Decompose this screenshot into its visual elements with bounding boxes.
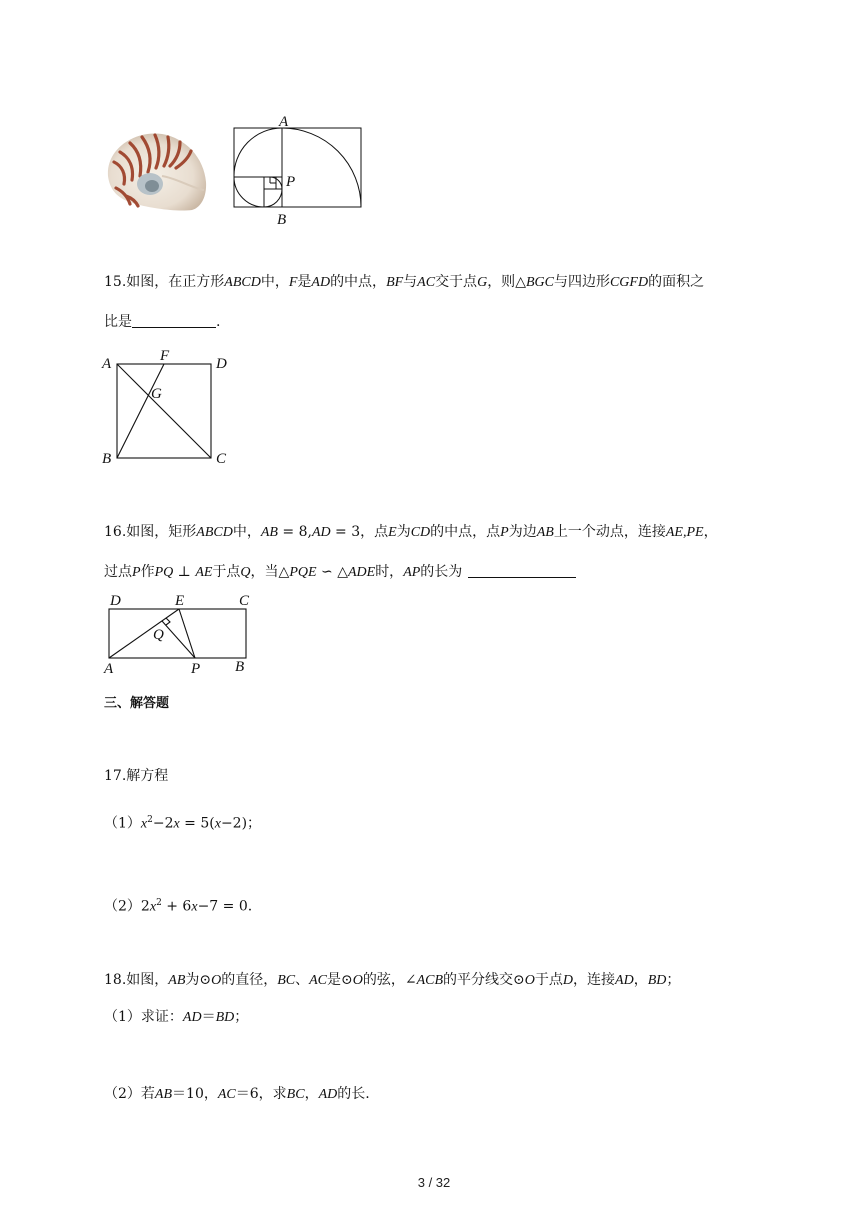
line-pq: [162, 621, 195, 658]
q18-part1: （1）求证：AD＝BD；: [104, 1009, 249, 1025]
label-d: D: [216, 356, 227, 372]
label-p: P: [286, 174, 296, 190]
rectangle-abcd: [109, 609, 246, 658]
label-c: C: [216, 451, 227, 467]
line-pe: [179, 609, 195, 658]
q17-title: 17.解方程: [104, 768, 169, 784]
golden-spiral-figure: [228, 110, 368, 230]
q15-line1: 15.如图，在正方形ABCD中，F是AD的中点，BF与AC交于点G，则△BGC与四边形CGFD的面积之: [104, 274, 705, 290]
label-f: F: [160, 348, 170, 364]
spiral-arc: [282, 128, 361, 207]
label-d: D: [110, 593, 121, 609]
label-a: A: [102, 356, 112, 372]
label-e: E: [175, 593, 185, 609]
answer-blank-15[interactable]: [132, 313, 216, 328]
outer-rectangle: [234, 128, 361, 207]
label-q: Q: [153, 627, 164, 643]
q15-line2: 比是 .: [104, 314, 221, 330]
section-heading: 三、解答题: [104, 696, 170, 711]
label-a: A: [104, 661, 114, 677]
rectangle-figure-16: [100, 590, 264, 680]
q16-line1: 16.如图，矩形ABCD中，AB = 8,AD = 3，点E为CD的中点，点P为边AB上一个动点，连接AE,PE，: [104, 524, 718, 540]
answer-blank-16[interactable]: [468, 563, 576, 578]
q17-part1: $(1)x^2-2x = 5(x-2)$；: [104, 815, 262, 832]
label-g: G: [151, 386, 162, 402]
label-c: C: [239, 593, 250, 609]
line-ac: [117, 364, 211, 458]
q18-line1: 18.如图，AB为⊙O的直径，BC、AC是⊙O的弦，∠ACB的平分线交⊙O于点D，连接AD，BD；: [104, 972, 681, 988]
page-number: 3 / 32: [417, 1175, 451, 1190]
q16-line2: 过点P作PQ ⊥ AE于点Q，当△PQE ∽ △ADE时，AP的长为: [104, 562, 576, 583]
square-figure-15: [98, 344, 238, 470]
q18-part2: （2）若AB＝10，AC＝6，求BC，AD的长.: [104, 1086, 370, 1102]
label-p: P: [191, 661, 201, 677]
right-angle-mark: [166, 618, 170, 625]
nautilus-shell-image: [100, 126, 212, 212]
label-b: B: [277, 212, 287, 228]
line-bf: [117, 364, 164, 458]
line-ae: [109, 609, 179, 658]
q17-part2: $(2)2x^2 + 6x-7 = 0$.: [104, 898, 253, 915]
label-a: A: [279, 114, 289, 130]
label-b: B: [235, 659, 245, 675]
label-b: B: [102, 451, 112, 467]
